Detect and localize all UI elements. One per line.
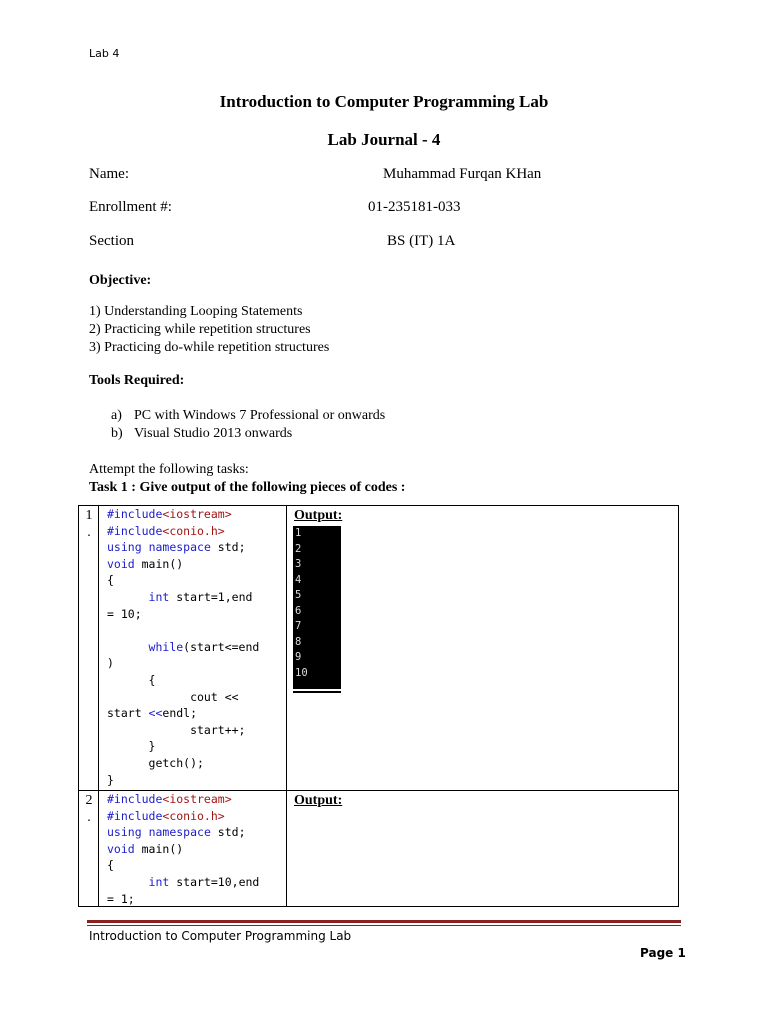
task-table xyxy=(78,505,679,907)
code-block-1: #include<iostream> #include<conio.h> using namespace std; void main() { int start=1,end = 10; while(start<=end ) { cout << start <<endl; start++; } getch(); } xyxy=(107,507,260,787)
console-line: 1 xyxy=(295,527,302,539)
section-value: BS (IT) 1A xyxy=(387,233,456,249)
footer-text: Introduction to Computer Programming Lab xyxy=(89,929,352,943)
console-line: 8 xyxy=(295,635,302,648)
list-item xyxy=(111,407,385,425)
table-divider xyxy=(98,506,99,906)
console-line: 9 xyxy=(295,651,302,663)
footer-rule xyxy=(87,925,681,926)
name-value: Muhammad Furqan KHan xyxy=(383,166,542,182)
enrollment-label: Enrollment #: xyxy=(89,199,172,215)
list-text: PC with Windows 7 Professional or onwards xyxy=(134,408,386,423)
console-line: 5 xyxy=(295,589,302,601)
name-label: Name: xyxy=(89,166,129,182)
console-line: 10 xyxy=(295,666,308,679)
row-number: 2 xyxy=(85,793,93,808)
console-line: 7 xyxy=(295,620,302,632)
footer-rule xyxy=(87,920,681,923)
output-label: Output: xyxy=(294,508,343,523)
attempt-text: Attempt the following tasks: xyxy=(89,462,249,477)
page-subtitle: Lab Journal - 4 xyxy=(327,130,441,149)
page-number: Page 1 xyxy=(640,946,686,960)
list-marker: a) xyxy=(111,408,122,423)
row-dot: . xyxy=(87,810,91,825)
console-line: 3 xyxy=(295,558,302,570)
objective-list xyxy=(89,303,329,357)
console-line: 4 xyxy=(295,573,302,586)
output-label: Output: xyxy=(294,793,343,808)
section-label: Section xyxy=(89,233,134,249)
task1-heading: Task 1 : Give output of the following pieces of codes : xyxy=(89,480,406,495)
enrollment-value: 01-235181-033 xyxy=(368,199,461,215)
list-item: 2) Practicing while repetition structures xyxy=(89,322,311,337)
console-line: 2 xyxy=(295,542,302,555)
console-line: 6 xyxy=(295,604,302,617)
list-item: 1) Understanding Looping Statements xyxy=(89,304,303,319)
objective-heading: Objective: xyxy=(89,273,152,288)
header-lab: Lab 4 xyxy=(89,47,120,60)
page-title: Introduction to Computer Programming Lab xyxy=(219,92,549,111)
code-block-2: #include<iostream> #include<conio.h> using namespace std; void main() { int start=10,end = 1; xyxy=(107,792,260,906)
list-item xyxy=(111,425,385,443)
console-output xyxy=(293,526,341,689)
list-item: 3) Practicing do-while repetition structures xyxy=(89,340,330,355)
row-number: 1 xyxy=(85,508,93,523)
list-text: Visual Studio 2013 onwards xyxy=(134,426,293,441)
tools-heading: Tools Required: xyxy=(89,373,185,388)
tools-list xyxy=(111,407,385,443)
row-dot: . xyxy=(87,525,91,540)
console-underline xyxy=(293,691,341,693)
list-marker: b) xyxy=(111,426,123,441)
